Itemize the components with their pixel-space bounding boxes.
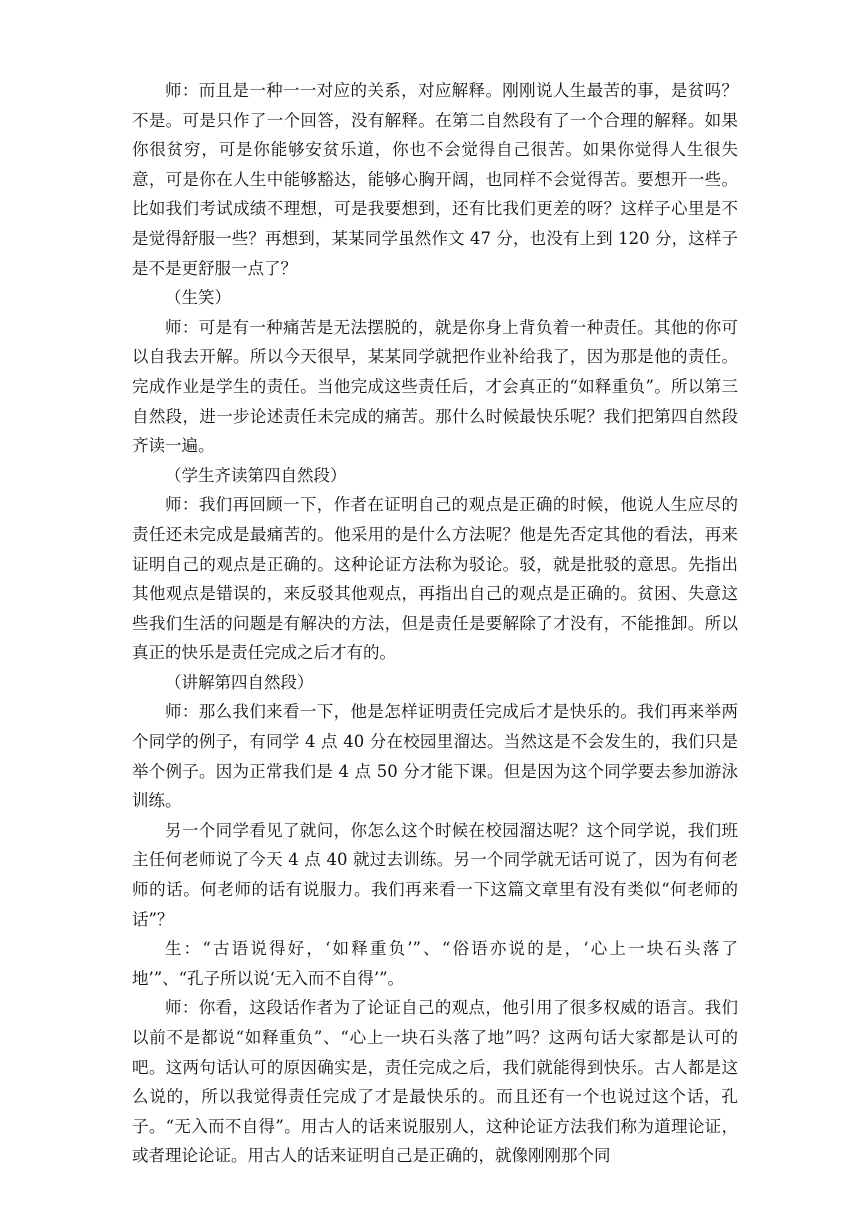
paragraph: 另一个同学看见了就问，你怎么这个时候在校园溜达呢？这个同学说，我们班主任何老师说了今天 4 点 40 就过去训练。另一个同学就无话可说了，因为有何老师的话。何老师的话有说服力。我们再来看一下这篇文章里有没有类似“何老师的话”？ [132,820,738,929]
paragraph: （学生齐读第四自然段） [165,465,347,485]
paragraph: 师：可是有一种痛苦是无法摆脱的，就是你身上背负着一种责任。其他的你可以自我去开解。所以今天很早，某某同学就把作业补给我了，因为那是他的责任。完成作业是学生的责任。当他完成这些责任后，才会真正的“如释重负”。所以第三自然段，进一步论述责任未完成的痛苦。那什么时候最快乐呢？我们把第四自然段齐读一遍。 [132,317,738,456]
paragraph: 师：那么我们来看一下，他是怎样证明责任完成后才是快乐的。我们再来举两个同学的例子，有同学 4 点 40 分在校园里溜达。当然这是不会发生的，我们只是举个例子。因为正常我们是 4 点 50 分才能下课。但是因为这个同学要去参加游泳训练。 [132,702,738,811]
paragraph: 师：你看，这段话作者为了论证自己的观点，他引用了很多权威的语言。我们以前不是都说“如释重负”、“心上一块石头落了地”吗？这两句话大家都是认可的吧。这两句话认可的原因确实是，责任完成之后，我们就能得到快乐。古人都是这么说的，所以我觉得责任完成了才是最快乐的。而且还有一个也说过这个话，孔子。“无入而不自得”。用古人的话来说服别人，这种论证方法我们称为道理论证，或者理论论证。用古人的话来证明自己是正确的，就像刚刚那个同 [132,998,738,1166]
paragraph: 师：我们再回顾一下，作者在证明自己的观点是正确的时候，他说人生应尽的责任还未完成是最痛苦的。他采用的是什么方法呢？他是先否定其他的看法，再来证明自己的观点是正确的。这种论证方法称为驳论。驳，就是批驳的意思。先指出其他观点是错误的，来反驳其他观点，再指出自己的观点是正确的。贫困、失意这些我们生活的问题是有解决的方法，但是责任是要解除了才没有，不能推卸。所以真正的快乐是责任完成之后才有的。 [132,495,738,663]
paragraph: 生：“古语说得好，‘如释重负’”、“俗语亦说的是，‘心上一块石头落了地’”、“孔子所以说‘无入而不自得’”。 [132,939,738,988]
document-body [132,76,738,1171]
paragraph: （生笑） [165,288,231,308]
paragraph: 师：而且是一种一一对应的关系，对应解释。刚刚说人生最苦的事，是贫吗？不是。可是只作了一个回答，没有解释。在第二自然段有了一个合理的解释。如果你很贫穷，可是你能够安贫乐道，你也不会觉得自己很苦。如果你觉得人生很失意，可是你在人生中能够豁达，能够心胸开阔，也同样不会觉得苦。要想开一些。比如我们考试成绩不理想，可是我要想到，还有比我们更差的呀？这样子心里是不是觉得舒服一些？再想到，某某同学虽然作文 47 分，也没有上到 120 分，这样子是不是更舒服一点了？ [132,81,738,278]
paragraph: （讲解第四自然段） [165,672,314,692]
